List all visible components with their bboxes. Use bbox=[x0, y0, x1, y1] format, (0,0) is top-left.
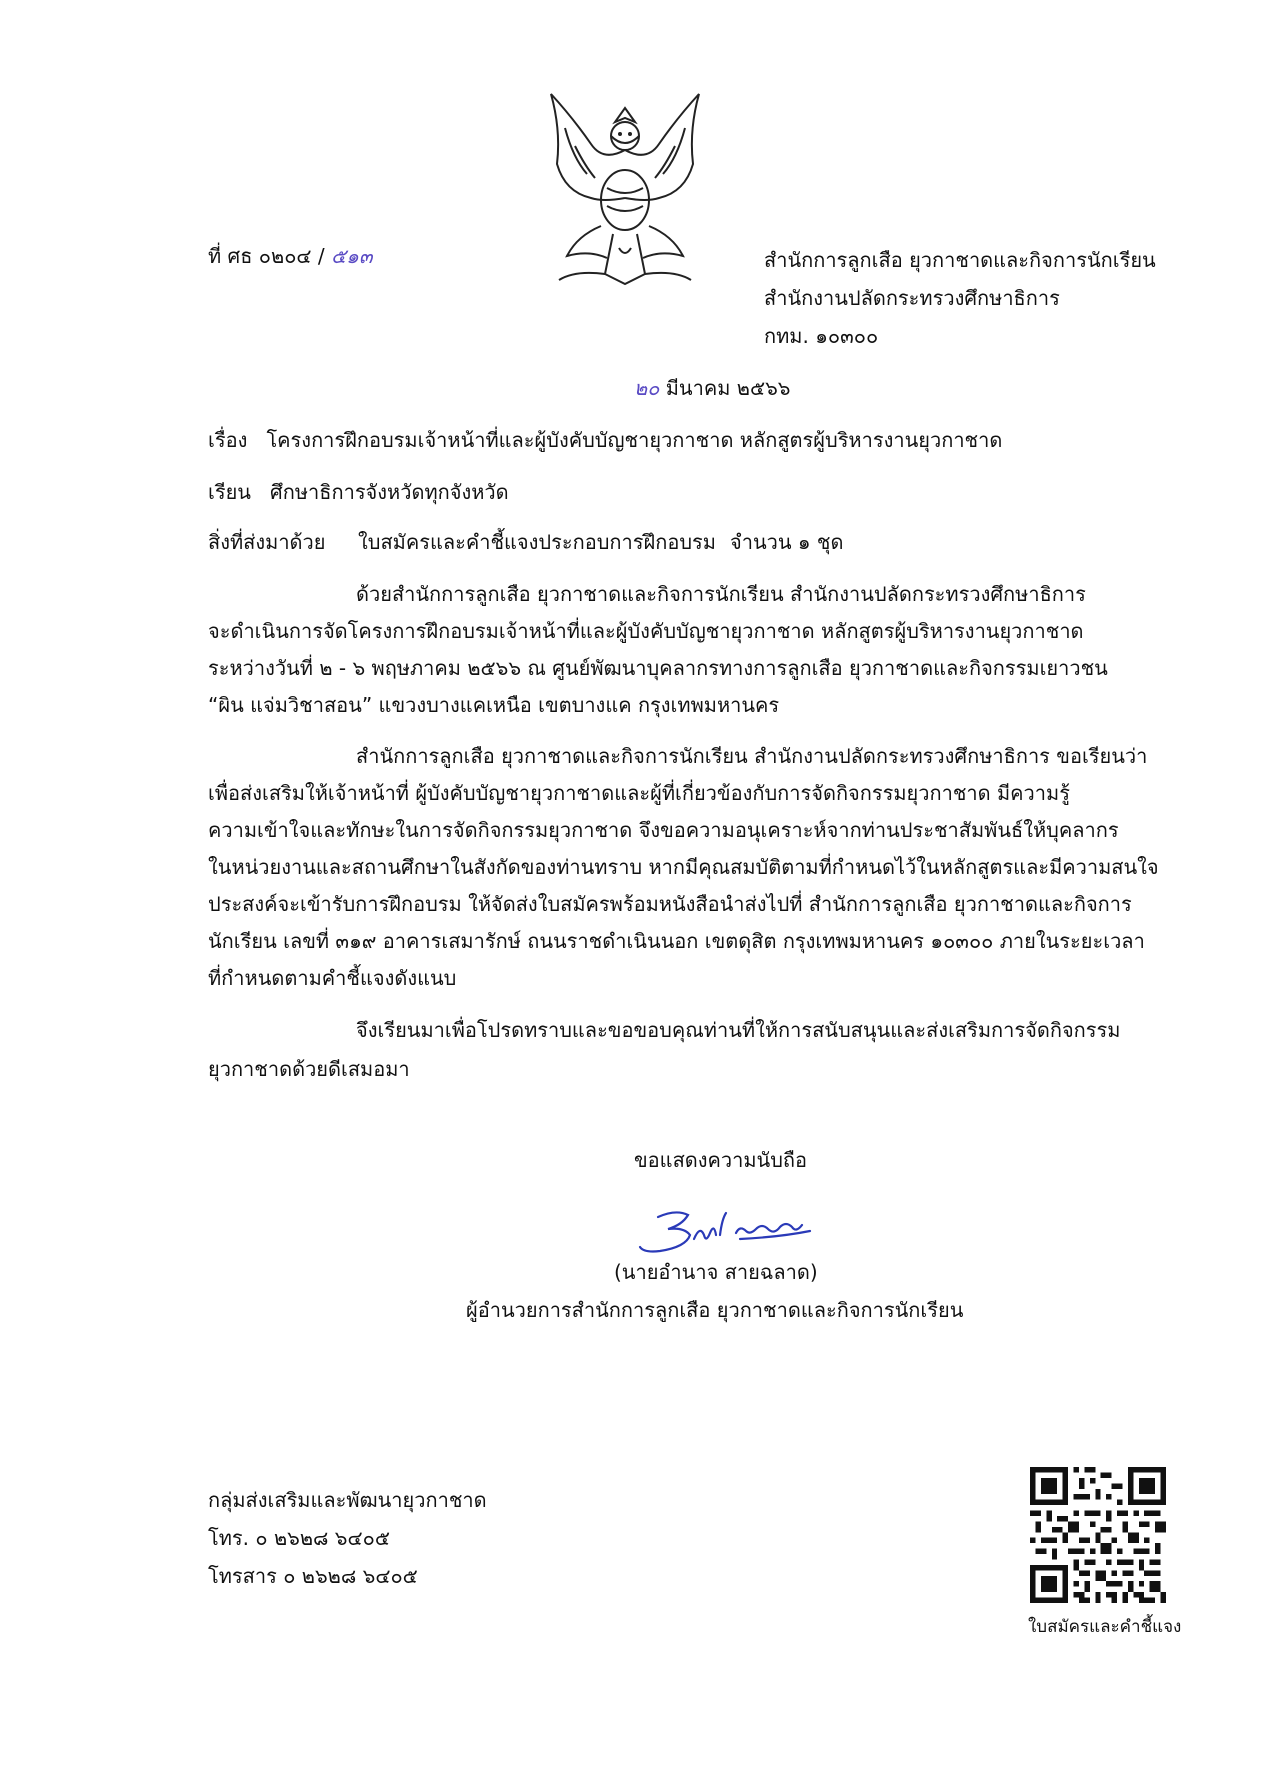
office-line-3: กทม. ๑๐๓๐๐ bbox=[764, 324, 879, 348]
p2-line-4: ในหน่วยงานและสถานศึกษาในสังกัดของท่านทราบ หากมีคุณสมบัติตามที่กำหนดไว้ในหลักสูตรและมีความสนใจ bbox=[208, 855, 1159, 879]
enclosure-count: จำนวน ๑ ชุด bbox=[730, 530, 844, 554]
closing: ขอแสดงความนับถือ bbox=[634, 1148, 808, 1172]
to-line bbox=[208, 478, 509, 506]
signer-name: (นายอำนาจ สายฉลาด) bbox=[614, 1260, 818, 1284]
footer-dept: กลุ่มส่งเสริมและพัฒนายุวกาชาด bbox=[208, 1488, 487, 1512]
enclosure-label: สิ่งที่ส่งมาด้วย bbox=[208, 530, 326, 554]
p1-line-3: ระหว่างวันที่ ๒ - ๖ พฤษภาคม ๒๕๖๖ ณ ศูนย์พัฒนาบุคลากรทางการลูกเสือ ยุวกาชาดและกิจกรรมเยาวชน bbox=[208, 656, 1108, 680]
p2-line-1: สำนักการลูกเสือ ยุวกาชาดและกิจการนักเรียน สำนักงานปลัดกระทรวงศึกษาธิการ ขอเรียนว่า bbox=[356, 744, 1148, 768]
p2-line-5: ประสงค์จะเข้ารับการฝึกอบรม ให้จัดส่งใบสมัครพร้อมหนังสือนำส่งไปที่ สำนักการลูกเสือ ยุวกาชาดและกิจการ bbox=[208, 892, 1132, 916]
footer-tel: โทร. ๐ ๒๖๒๘ ๖๔๐๕ bbox=[208, 1526, 390, 1550]
p3-line-2: ยุวกาชาดด้วยดีเสมอมา bbox=[208, 1057, 410, 1081]
subject-text: โครงการฝึกอบรมเจ้าหน้าที่และผู้บังคับบัญชายุวกาชาด หลักสูตรผู้บริหารงานยุวกาชาด bbox=[266, 428, 1003, 452]
qr-code-icon[interactable] bbox=[1030, 1467, 1166, 1603]
p1-line-2: จะดำเนินการจัดโครงการฝึกอบรมเจ้าหน้าที่และผู้บังคับบัญชายุวกาชาด หลักสูตรผู้บริหารงานยุวกาชาด bbox=[208, 619, 1084, 643]
letter-date bbox=[634, 374, 790, 402]
reference-number bbox=[208, 242, 373, 270]
signature-image bbox=[636, 1205, 816, 1261]
p2-line-2: เพื่อส่งเสริมให้เจ้าหน้าที่ ผู้บังคับบัญชายุวกาชาดและผู้ที่เกี่ยวข้องกับการจัดกิจกรรมยุวกาชาด มีความรู้ bbox=[208, 781, 1070, 805]
subject-label: เรื่อง bbox=[208, 428, 248, 452]
p2-line-3: ความเข้าใจและทักษะในการจัดกิจกรรมยุวกาชาด จึงขอความอนุเคราะห์จากท่านประชาสัมพันธ์ให้บุคลากร bbox=[208, 818, 1119, 842]
p3-line-1: จึงเรียนมาเพื่อโปรดทราบและขอขอบคุณท่านที่ให้การสนับสนุนและส่งเสริมการจัดกิจกรรม bbox=[356, 1018, 1121, 1042]
footer-fax: โทรสาร ๐ ๒๖๒๘ ๖๔๐๕ bbox=[208, 1564, 418, 1588]
to-label: เรียน bbox=[208, 480, 251, 504]
office-line-2: สำนักงานปลัดกระทรวงศึกษาธิการ bbox=[764, 286, 1060, 310]
subject-line bbox=[208, 426, 1002, 454]
p1-line-1: ด้วยสำนักการลูกเสือ ยุวกาชาดและกิจการนักเรียน สำนักงานปลัดกระทรวงศึกษาธิการ bbox=[356, 582, 1086, 606]
reference-number-handwritten: ๕๑๓ bbox=[331, 244, 373, 268]
date-day-handwritten: ๒๐ bbox=[634, 376, 660, 400]
garuda-emblem-icon bbox=[535, 88, 715, 293]
reference-number-printed: ที่ ศธ ๐๒๐๔ / bbox=[208, 244, 325, 268]
enclosure-text: ใบสมัครและคำชี้แจงประกอบการฝึกอบรม bbox=[358, 530, 716, 554]
qr-caption: ใบสมัครและคำชี้แจง bbox=[1028, 1617, 1182, 1637]
enclosure-line bbox=[208, 528, 968, 556]
date-month-year: มีนาคม ๒๕๖๖ bbox=[665, 376, 791, 400]
signer-title: ผู้อำนวยการสำนักการลูกเสือ ยุวกาชาดและกิจการนักเรียน bbox=[466, 1298, 964, 1322]
to-text: ศึกษาธิการจังหวัดทุกจังหวัด bbox=[270, 480, 509, 504]
p2-line-7: ที่กำหนดตามคำชี้แจงดังแนบ bbox=[208, 966, 457, 990]
office-line-1: สำนักการลูกเสือ ยุวกาชาดและกิจการนักเรียน bbox=[764, 248, 1156, 272]
p2-line-6: นักเรียน เลขที่ ๓๑๙ อาคารเสมารักษ์ ถนนราชดำเนินนอก เขตดุสิต กรุงเทพมหานคร ๑๐๓๐๐ ภายในระยะเวลา bbox=[208, 929, 1145, 953]
p1-line-4: “ผิน แจ่มวิชาสอน” แขวงบางแคเหนือ เขตบางแค กรุงเทพมหานคร bbox=[208, 693, 780, 717]
